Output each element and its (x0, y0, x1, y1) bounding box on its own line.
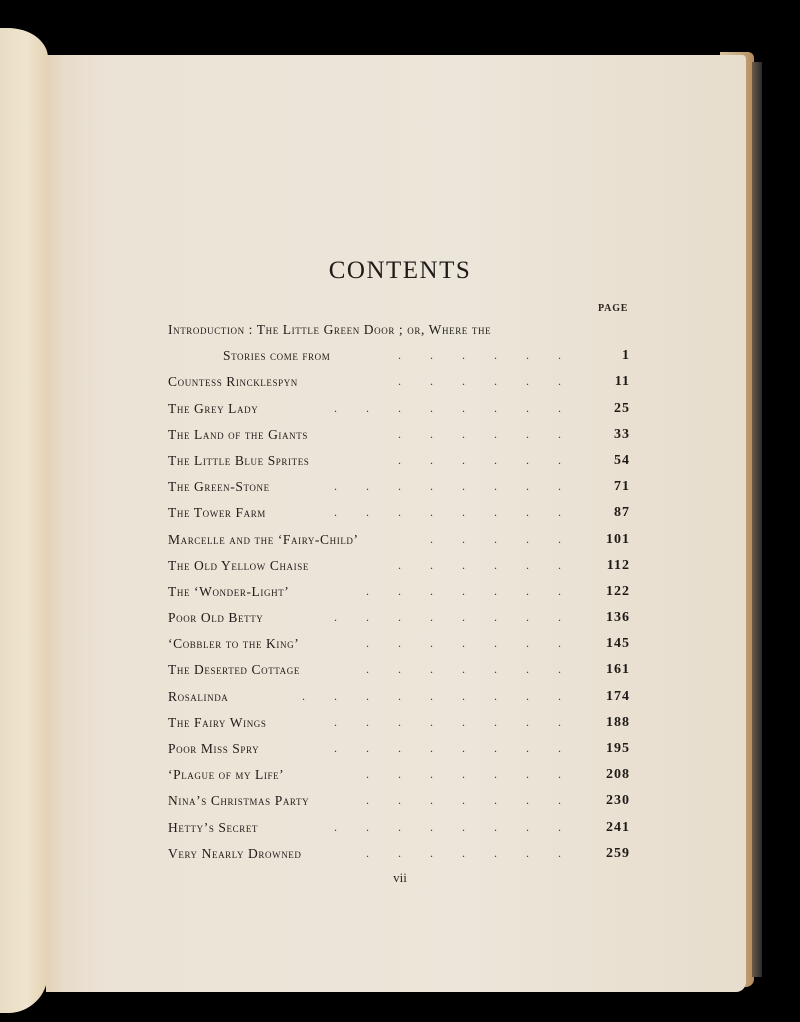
page-title: CONTENTS (328, 257, 472, 284)
toc-leader-dots: ....... (366, 793, 590, 808)
toc-entry (168, 370, 630, 396)
toc-entry-page: 174 (606, 688, 630, 704)
toc-leader-dots: ....... (366, 767, 590, 782)
toc-entry-title: Marcelle and the ‘Fairy-Child’ (168, 531, 359, 547)
toc-entry-title: The Grey Lady (168, 400, 259, 416)
toc-entry-title: Poor Miss Spry (168, 741, 260, 756)
toc-entry (168, 344, 630, 370)
toc-entry-page: 112 (606, 557, 630, 573)
toc-entry-page: 145 (606, 636, 630, 652)
toc-leader-dots: ........ (334, 400, 590, 415)
toc-entry-page: 25 (614, 400, 630, 416)
toc-leader-dots: ...... (398, 452, 590, 467)
toc-leader-dots: ...... (398, 426, 590, 441)
toc-entry-title: The Tower Farm (168, 505, 266, 521)
toc-entry-page: 230 (606, 793, 630, 809)
toc-entry (168, 318, 630, 344)
toc-leader-dots: ........ (334, 714, 590, 729)
toc-entry-title: The Little Blue Sprites (168, 452, 310, 468)
toc-entry (168, 658, 630, 684)
toc-leader-dots: ...... (398, 348, 590, 363)
toc-entry-title: Nina’s Christmas Party (168, 793, 310, 809)
toc-entry (168, 449, 630, 475)
toc-entry-page: 122 (606, 583, 630, 599)
toc-leader-dots: ....... (366, 845, 590, 860)
toc-entry-page: 11 (614, 374, 630, 390)
toc-entry-title: The ‘Wonder-Light’ (168, 583, 290, 599)
toc-entry-title: Poor Old Betty (168, 610, 264, 626)
toc-entry-title: Countess Rincklespyn (168, 374, 298, 390)
toc-leader-dots: ........ (334, 819, 590, 834)
toc-entry (168, 397, 630, 423)
toc-entry (168, 816, 630, 842)
toc-entry-page: 161 (606, 662, 630, 678)
toc-entry-page: 259 (606, 845, 630, 861)
toc-leader-dots: ...... (398, 557, 590, 572)
toc-entry (168, 711, 630, 737)
toc-entry (168, 501, 630, 527)
toc-leader-dots: ........ (334, 610, 590, 625)
left-page-edge (0, 28, 48, 1013)
toc-entry (168, 685, 630, 711)
toc-entry (168, 606, 630, 632)
toc-entry-title: The Old Yellow Chaise (168, 557, 309, 573)
toc-entry-title: The Deserted Cottage (168, 662, 300, 678)
toc-entry-title: The Land of the Giants (168, 426, 308, 442)
toc-entry (168, 632, 630, 658)
toc-entry-page: 33 (614, 426, 630, 442)
toc-entry-page: 1 (622, 348, 630, 364)
toc-entry (168, 528, 630, 554)
toc-entry-page: 87 (614, 505, 630, 521)
toc-entry (168, 423, 630, 449)
toc-leader-dots: ....... (366, 662, 590, 677)
toc-leader-dots: ....... (366, 636, 590, 651)
toc-leader-dots: ........ (334, 741, 590, 755)
toc-entry-title: The Fairy Wings (168, 714, 267, 730)
toc-entry-page: 241 (606, 819, 630, 835)
toc-leader-dots: ........ (334, 505, 590, 520)
toc-entry (168, 475, 630, 501)
toc-entry-title: Very Nearly Drowned (168, 845, 302, 861)
toc-entry (168, 842, 630, 868)
toc-entry-page: 195 (606, 741, 630, 756)
toc-entry (168, 737, 630, 763)
toc-entry-page: 54 (614, 452, 630, 468)
toc-entry-page: 208 (606, 767, 630, 783)
toc-entry-page: 136 (606, 610, 630, 626)
toc-entry (168, 763, 630, 789)
table-of-contents (168, 318, 630, 868)
toc-entry-title: Stories come from (223, 348, 331, 364)
toc-leader-dots: ........ (334, 479, 590, 494)
toc-entry (168, 580, 630, 606)
page-folio: vii (393, 870, 407, 885)
toc-entry (168, 554, 630, 580)
toc-entry-title: ‘Cobbler to the King’ (168, 636, 300, 652)
toc-leader-dots: ....... (366, 583, 590, 598)
toc-leader-dots: ...... (398, 374, 590, 389)
toc-entry-title: Hetty’s Secret (168, 819, 259, 835)
toc-entry-title: Rosalinda (168, 688, 229, 704)
toc-entry-title: Introduction : The Little Green Door ; or, Where the (168, 322, 492, 337)
toc-entry-page: 101 (606, 531, 630, 547)
toc-leader-dots: ..... (430, 531, 590, 546)
toc-entry-title: ‘Plague of my Life’ (168, 767, 285, 783)
toc-entry-page: 188 (606, 714, 630, 730)
toc-entry (168, 789, 630, 815)
toc-entry-page: 71 (614, 479, 630, 495)
toc-entry-title: The Green-Stone (168, 479, 270, 495)
page-column-label: PAGE (598, 303, 629, 314)
book-cover-edge (752, 62, 762, 977)
toc-leader-dots: ......... (302, 688, 590, 703)
